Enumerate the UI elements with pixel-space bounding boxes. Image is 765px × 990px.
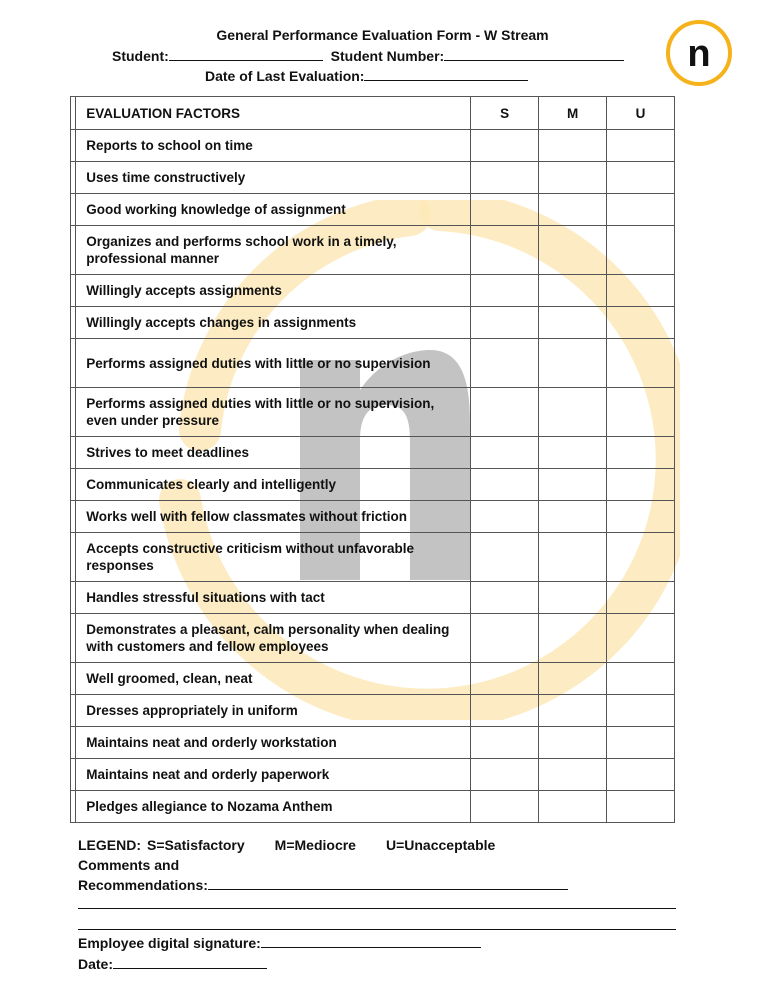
- table-row: [71, 339, 675, 388]
- legend-m: M=Mediocre: [274, 837, 356, 853]
- rating-cell-u[interactable]: [607, 663, 675, 695]
- rating-cell-u[interactable]: [607, 759, 675, 791]
- rating-cell-m[interactable]: [539, 469, 607, 501]
- table-row: [71, 663, 675, 695]
- table-row: [71, 695, 675, 727]
- last-eval-label: Date of Last Evaluation:: [205, 68, 365, 84]
- rating-cell-m[interactable]: [539, 695, 607, 727]
- evaluation-factor: Maintains neat and orderly paperwork: [76, 759, 471, 791]
- rating-cell-u[interactable]: [607, 388, 675, 437]
- student-field[interactable]: [169, 48, 323, 61]
- rating-cell-u[interactable]: [607, 614, 675, 663]
- rating-cell-s[interactable]: [471, 727, 539, 759]
- comments-line: [78, 877, 568, 893]
- logo-letter: n: [687, 33, 711, 75]
- rating-cell-m[interactable]: [539, 791, 607, 823]
- evaluation-factor: Maintains neat and orderly workstation: [76, 727, 471, 759]
- evaluation-factor: Willingly accepts assignments: [76, 275, 471, 307]
- rating-cell-m[interactable]: [539, 275, 607, 307]
- rating-cell-m[interactable]: [539, 162, 607, 194]
- header-m: M: [539, 97, 607, 130]
- rating-cell-u[interactable]: [607, 501, 675, 533]
- rating-cell-u[interactable]: [607, 582, 675, 614]
- rating-cell-u[interactable]: [607, 533, 675, 582]
- evaluation-factor: Demonstrates a pleasant, calm personality when dealing with customers and fellow employees: [76, 614, 471, 663]
- evaluation-factor: Communicates clearly and intelligently: [76, 469, 471, 501]
- table-row: [71, 582, 675, 614]
- table-row: [71, 614, 675, 663]
- evaluation-factor: Performs assigned duties with little or no supervision, even under pressure: [76, 388, 471, 437]
- table-row: [71, 727, 675, 759]
- table-row: [71, 791, 675, 823]
- rating-cell-s[interactable]: [471, 275, 539, 307]
- rating-cell-u[interactable]: [607, 194, 675, 226]
- table-row: [71, 226, 675, 275]
- rating-cell-u[interactable]: [607, 130, 675, 162]
- table-row: [71, 194, 675, 226]
- signature-line: [78, 935, 481, 951]
- rating-cell-m[interactable]: [539, 194, 607, 226]
- rating-cell-u[interactable]: [607, 695, 675, 727]
- rating-cell-u[interactable]: [607, 339, 675, 388]
- student-line: [112, 48, 624, 64]
- rating-cell-m[interactable]: [539, 130, 607, 162]
- rating-cell-m[interactable]: [539, 759, 607, 791]
- last-eval-field[interactable]: [364, 68, 528, 81]
- rating-cell-u[interactable]: [607, 469, 675, 501]
- rating-cell-u[interactable]: [607, 727, 675, 759]
- legend: [78, 837, 525, 853]
- table-row: [71, 533, 675, 582]
- rating-cell-s[interactable]: [471, 307, 539, 339]
- evaluation-factor: Performs assigned duties with little or no supervision: [76, 339, 471, 388]
- rating-cell-m[interactable]: [539, 388, 607, 437]
- table-row: [71, 162, 675, 194]
- table-row: [71, 437, 675, 469]
- evaluation-factor: Accepts constructive criticism without unfavorable responses: [76, 533, 471, 582]
- rating-cell-s[interactable]: [471, 614, 539, 663]
- evaluation-factor: Strives to meet deadlines: [76, 437, 471, 469]
- comments-extra-line-1[interactable]: [78, 908, 676, 909]
- date-label: Date:: [78, 956, 114, 972]
- comments-label: Comments and: [78, 857, 180, 873]
- header-u: U: [607, 97, 675, 130]
- evaluation-factor: Dresses appropriately in uniform: [76, 695, 471, 727]
- rating-cell-s[interactable]: [471, 194, 539, 226]
- rating-cell-s[interactable]: [471, 437, 539, 469]
- signature-label: Employee digital signature:: [78, 935, 261, 951]
- header-factors: EVALUATION FACTORS: [76, 97, 471, 130]
- rating-cell-m[interactable]: [539, 307, 607, 339]
- rating-cell-m[interactable]: [539, 501, 607, 533]
- legend-s: S=Satisfactory: [147, 837, 245, 853]
- table-row: [71, 469, 675, 501]
- rating-cell-m[interactable]: [539, 614, 607, 663]
- rating-cell-u[interactable]: [607, 275, 675, 307]
- evaluation-factor: Organizes and performs school work in a timely, professional manner: [76, 226, 471, 275]
- rating-cell-s[interactable]: [471, 388, 539, 437]
- table-row: [71, 501, 675, 533]
- rating-cell-s[interactable]: [471, 533, 539, 582]
- rating-cell-m[interactable]: [539, 226, 607, 275]
- rating-cell-u[interactable]: [607, 437, 675, 469]
- date-line: [78, 956, 267, 972]
- rating-cell-m[interactable]: [539, 437, 607, 469]
- last-eval-line: [205, 68, 528, 84]
- student-label: Student:: [112, 48, 169, 64]
- rating-cell-s[interactable]: [471, 226, 539, 275]
- rating-cell-u[interactable]: [607, 307, 675, 339]
- table-row: [71, 388, 675, 437]
- table-row: [71, 130, 675, 162]
- rating-cell-s[interactable]: [471, 469, 539, 501]
- evaluation-factor: Handles stressful situations with tact: [76, 582, 471, 614]
- student-number-field[interactable]: [444, 48, 624, 61]
- header-s: S: [471, 97, 539, 130]
- rating-cell-s[interactable]: [471, 695, 539, 727]
- date-field[interactable]: [113, 956, 267, 969]
- rating-cell-m[interactable]: [539, 533, 607, 582]
- signature-field[interactable]: [261, 935, 481, 948]
- evaluation-table: [70, 96, 675, 823]
- evaluation-factor: Good working knowledge of assignment: [76, 194, 471, 226]
- rating-cell-u[interactable]: [607, 162, 675, 194]
- table-row: [71, 307, 675, 339]
- legend-label: LEGEND:: [78, 837, 141, 853]
- rating-cell-u[interactable]: [607, 226, 675, 275]
- rating-cell-s[interactable]: [471, 582, 539, 614]
- comments-extra-line-2[interactable]: [78, 929, 676, 930]
- evaluation-factor: Pledges allegiance to Nozama Anthem: [76, 791, 471, 823]
- rating-cell-m[interactable]: [539, 727, 607, 759]
- rating-cell-m[interactable]: [539, 339, 607, 388]
- rating-cell-s[interactable]: [471, 339, 539, 388]
- rating-cell-s[interactable]: [471, 501, 539, 533]
- rating-cell-m[interactable]: [539, 582, 607, 614]
- rating-cell-s[interactable]: [471, 130, 539, 162]
- recommendations-label: Recommendations:: [78, 877, 208, 893]
- legend-u: U=Unacceptable: [385, 837, 496, 853]
- rating-cell-s[interactable]: [471, 663, 539, 695]
- comments-field[interactable]: [208, 877, 568, 890]
- rating-cell-m[interactable]: [539, 663, 607, 695]
- evaluation-factor: Works well with fellow classmates without friction: [76, 501, 471, 533]
- rating-cell-s[interactable]: [471, 759, 539, 791]
- form-title: General Performance Evaluation Form - W Stream: [216, 27, 549, 43]
- rating-cell-u[interactable]: [607, 791, 675, 823]
- rating-cell-s[interactable]: [471, 791, 539, 823]
- table-header-row: [71, 97, 675, 130]
- student-number-label: Student Number:: [330, 48, 445, 64]
- table-row: [71, 275, 675, 307]
- evaluation-factor: Well groomed, clean, neat: [76, 663, 471, 695]
- evaluation-factor: Willingly accepts changes in assignments: [76, 307, 471, 339]
- rating-cell-s[interactable]: [471, 162, 539, 194]
- evaluation-factor: Reports to school on time: [76, 130, 471, 162]
- evaluation-factor: Uses time constructively: [76, 162, 471, 194]
- table-row: [71, 759, 675, 791]
